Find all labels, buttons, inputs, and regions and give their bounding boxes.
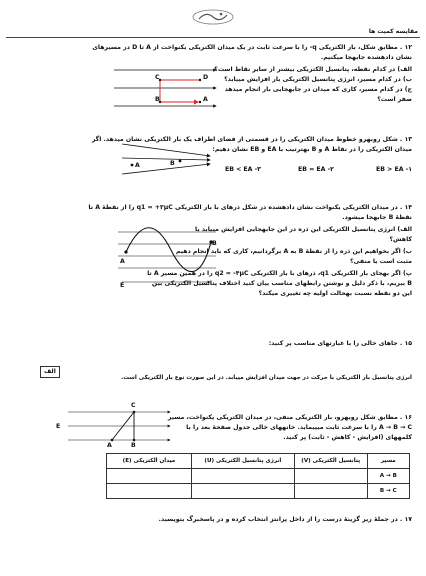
q14-label-e: E <box>120 282 125 289</box>
q17-line1: ۱۷ . در جملهٔ زیر گزینهٔ درست را از داخل پرانتز انتخاب کرده و در پاسخبرگ بنویسید. <box>158 516 412 523</box>
q13-field-lines-figure <box>118 134 214 182</box>
table-header-path: مسیر <box>367 454 409 469</box>
table-cell-field[interactable] <box>107 469 192 484</box>
q13-option-1: EB > EA -۱ <box>376 166 412 173</box>
q12-part-a: الف) در کدام نقطه، پتانسیل الکتریکی بیشتر از سایر نقاط است؟ <box>214 66 412 73</box>
q13-label-b: B <box>170 160 175 167</box>
q13-line1: ۱۳ . شکل روبهرو خطوط میدان الکتریکی را در قسمتی از فضای اطراف یک بار الکتریکی نشان میدهد. اگر <box>91 136 412 143</box>
q15-badge: الف <box>40 366 60 378</box>
page-header <box>0 0 426 40</box>
logo-icon <box>191 8 235 26</box>
q16-path-figure <box>54 404 174 450</box>
header-title: مقایسه کمیت ها <box>368 28 418 35</box>
q16-line1: ۱۶ . مطابق شکل روبهرو، بار الکتریکی منفی، در میدان الکتریکی یکنواخت، مسیر <box>167 414 412 421</box>
table-cell-field[interactable] <box>107 484 192 499</box>
q16-label-b: B <box>131 442 136 449</box>
q14-line1: ۱۴ . در میدان الکتریکی یکنواخت نشان دادهشده در شکل ذرهای با بار الکتریکی q1 = +۲μC را از نقطهٔ A تا <box>88 204 412 211</box>
header-divider <box>6 37 420 38</box>
q13-option-3: EB < EA -۳ <box>225 166 261 173</box>
q14-label-a: A <box>120 258 125 265</box>
q14-part-c: پ) اگر بهجای بار الکتریکی q1، ذرهای با بار الکتریکی q2 = -۴μC را در همین مسیر A تا <box>147 270 412 277</box>
q14-part-b: ب) اگر بخواهیم این ذره را از نقطهٔ B به A برگردانیم، کاری که باید انجام دهیم <box>175 248 412 255</box>
table-header-potential: پتانسیل الکتریکی (V) <box>294 454 367 469</box>
table-cell-path: A → B <box>367 469 409 484</box>
q16-line3: کلمههای (افزایش - کاهش - ثابت) پر کنید. <box>283 434 412 441</box>
table-header-field: میدان الکتریکی (E) <box>107 454 192 469</box>
q12-part-c: ج) در کدام مسیر، کاری که میدان در جابهجایی بار انجام میدهد <box>224 86 412 93</box>
q16-label-c: C <box>131 402 136 409</box>
q12-label-b: B <box>155 96 160 103</box>
q12-line2: نشان دادهشده جابهجا میکنیم. <box>320 54 412 61</box>
q14-part-c-cont2: این دو نقطه نسبت بهحالت اولیه چه تغییری میکند؟ <box>258 290 412 297</box>
q15-line1: ۱۵ . جاهای خالی را با عبارتهای مناسب پر کنید: <box>268 340 412 347</box>
q12-label-c: C <box>155 74 160 81</box>
q16-label-a: A <box>107 442 112 449</box>
q12-part-c-cont: صفر است؟ <box>377 96 412 103</box>
q14-part-a-cont: کاهش؟ <box>389 236 412 243</box>
q16-label-e: E <box>56 423 61 430</box>
table-header-row <box>107 454 410 469</box>
q16-line2: A → B → C را با سرعت ثابت میپیماید. خانههای خالی جدول صفحهٔ بعد را با <box>186 424 412 431</box>
table-row <box>107 469 410 484</box>
q14-part-c-cont: B ببریم، با ذکر دلیل و نوشتن رابطهای مناسب بیان کنید اختلاف پتانسیل الکتریکی بین <box>151 280 412 287</box>
table-cell-potential[interactable] <box>294 484 367 499</box>
table-row <box>107 484 410 499</box>
q12-part-b: ب) در کدام مسیر، انرژی پتانسیل الکتریکی بار افزایش مییابد؟ <box>224 76 412 83</box>
q13-line2: میدان الکتریکی را در نقاط A و B بهترتیب با EA و EB نشان دهیم: <box>212 146 412 153</box>
q14-uniform-field-figure <box>116 224 220 286</box>
q12-label-d: D <box>203 74 209 81</box>
q14-part-a: الف) انرژی پتانسیل الکتریکی این ذره در این جابهجایی افزایش مییابد یا <box>195 226 412 233</box>
q12-line1: ۱۲ . مطابق شکل، بار الکتریکی q- را با سرعت ثابت در یک میدان الکتریکی یکنواخت از A تا D در مسیرهای <box>92 44 412 51</box>
q14-line2: نقطهٔ B جابهجا میشود. <box>342 214 412 221</box>
q13-option-2: EB = EA -۲ <box>298 166 334 173</box>
table-cell-potential[interactable] <box>294 469 367 484</box>
q14-part-b-cont: مثبت است یا منفی؟ <box>350 258 412 265</box>
q13-label-a: A <box>135 162 140 169</box>
table-cell-energy[interactable] <box>191 484 294 499</box>
table-header-energy: انرژی پتانسیل الکتریکی (U) <box>191 454 294 469</box>
table-cell-path: B → C <box>367 484 409 499</box>
q12-label-a: A <box>203 96 208 103</box>
table-cell-energy[interactable] <box>191 469 294 484</box>
q15-statement: انرژی پتانسیل بار الکتریکی با حرکت در جهت میدان افزایش مییابد. در این صورت نوع بار الکتریکی است. <box>121 375 412 381</box>
q16-table <box>106 453 410 499</box>
q12-field-figure <box>112 64 222 112</box>
q14-label-b: B <box>212 240 217 247</box>
